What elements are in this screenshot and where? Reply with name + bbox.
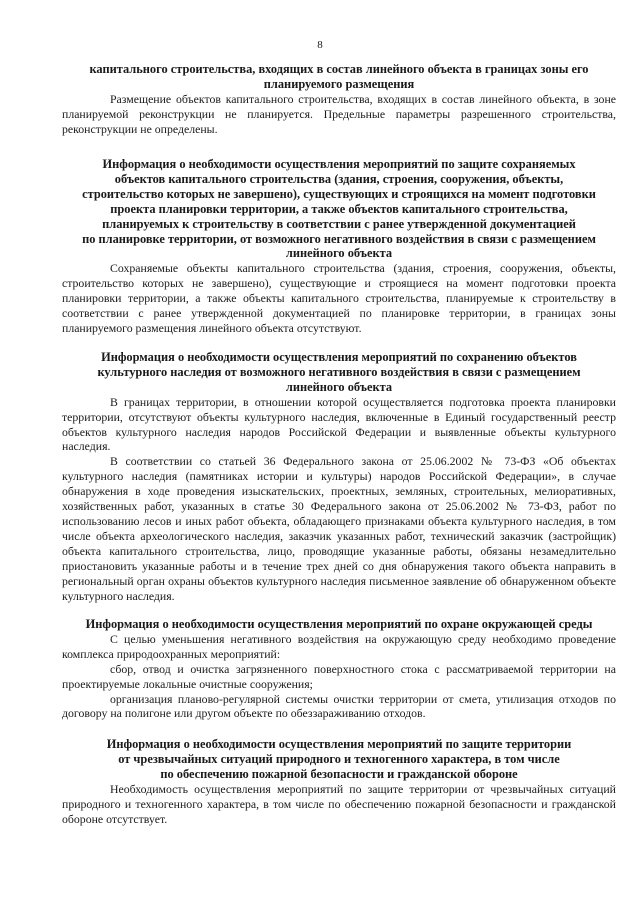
heading-line: линейного объекта xyxy=(285,379,393,394)
paragraph: С целью уменьшения негативного воздействия на окружающую среду необходимо проведение комплекса природоохранных мероприятий: xyxy=(62,631,616,661)
heading-line: Информация о необходимости осуществления мероприятий по охране окружающей среды xyxy=(85,617,593,631)
heading-line: по планировке территории, от возможного негативного воздействия в связи с размещением xyxy=(82,231,596,246)
heading-line: Информация о необходимости осуществления мероприятий по защите сохраняемых xyxy=(102,157,576,171)
section-cultural-heritage xyxy=(62,350,616,603)
paragraph: В границах территории, в отношении которой осуществляется подготовка проекта планировки территории, отсутствуют объекты культурного наследия, включенные в Единый государственный реестр объектов культурного наследия народов Российской Федерации и выявленные объекты культурного наследия. xyxy=(62,394,616,454)
section-environment-protection xyxy=(62,617,616,721)
heading-line: капитального строительства, входящих в состав линейного объекта в границах зоны его xyxy=(89,62,589,76)
heading-line: Информация о необходимости осуществления мероприятий по сохранению объектов xyxy=(101,350,577,364)
section-heading xyxy=(62,617,616,632)
section-heading xyxy=(62,737,616,782)
section-capital-construction xyxy=(62,62,616,137)
heading-line: планируемого размещения xyxy=(263,76,415,91)
heading-line: от чрезвычайных ситуаций природного и техногенного характера, в том числе xyxy=(118,751,560,766)
page-number: 8 xyxy=(317,39,323,51)
heading-line: линейного объекта xyxy=(285,246,393,261)
paragraph: В соответствии со статьей 36 Федерального закона от 25.06.2002 № 73-ФЗ «Об объектах культурного наследия (памятниках истории и культуры) народов Российской Федерации», в случае обнаружения в ходе проведения изыскательских, проектных, земляных, строительных, мелиоративных, хозяйственных работ, указанных в статье 30 Федерального закона от 25.06.2002 № 73-ФЗ, работ по использованию лесов и иных работ объекта, обладающего признаками объекта культурного наследия, в том числе объекта археологического наследия, заказчик указанных работ, технический заказчик (застройщик) объекта капитального строительства, лицо, проводящие указанные работы, обязаны незамедлительно приостановить указанные работы и в течение трех дней со дня обнаружения такого объекта направить в региональный орган охраны объектов культурного наследия письменное заявление об обнаруженном объекте культурного наследия. xyxy=(62,454,616,603)
paragraph: сбор, отвод и очистка загрязненного поверхностного стока с рассматриваемой территории на проектируемые локальные очистные сооружения; xyxy=(62,661,616,691)
heading-line: объектов капитального строительства (здания, строения, сооружения, объекты, xyxy=(114,171,564,186)
heading-line: по обеспечению пожарной безопасности и гражданской обороне xyxy=(160,766,518,781)
section-heading xyxy=(62,157,616,261)
heading-line: культурного наследия от возможного негативного воздействия в связи с размещением xyxy=(97,364,581,379)
paragraph: организация планово-регулярной системы очистки территории от смета, утилизация отходов по договору на полигоне или другом объекте по обеззараживанию отходов. xyxy=(62,691,616,721)
heading-line: строительство которых не завершено), существующих и строящихся на момент подготовки xyxy=(82,186,596,201)
paragraph: Необходимость осуществления мероприятий по защите территории от чрезвычайных ситуаций природного и техногенного характера, в том числе по обеспечению пожарной безопасности и гражданской обороне отсутствует. xyxy=(62,781,616,826)
paragraph: Размещение объектов капитального строительства, входящих в состав линейного объекта, в зоне планируемой реконструкции не планируется. Предельные параметры разрешенного строительства, реконструкции не определены. xyxy=(62,91,616,136)
heading-line: Информация о необходимости осуществления мероприятий по защите территории xyxy=(106,737,572,751)
section-protection-of-preserved-objects xyxy=(62,157,616,336)
heading-line: проекта планировки территории, а также объектов капитального строительства, xyxy=(110,201,568,216)
section-heading xyxy=(62,350,616,395)
paragraph: Сохраняемые объекты капитального строительства (здания, строения, сооружения, объекты, строительство которых не завершено), существующие и строящиеся на момент подготовки проекта планировки территории, а также объекты капитального строительства, планируемые к строительству в соответствии с ранее утвержденной документацией по планировке территории, в границах зоны планируемого размещения линейного объекта отсутствуют. xyxy=(62,261,616,335)
section-emergency-protection xyxy=(62,737,616,826)
section-heading xyxy=(62,62,616,92)
heading-line: планируемых к строительству в соответствии с ранее утвержденной документацией xyxy=(102,216,576,231)
